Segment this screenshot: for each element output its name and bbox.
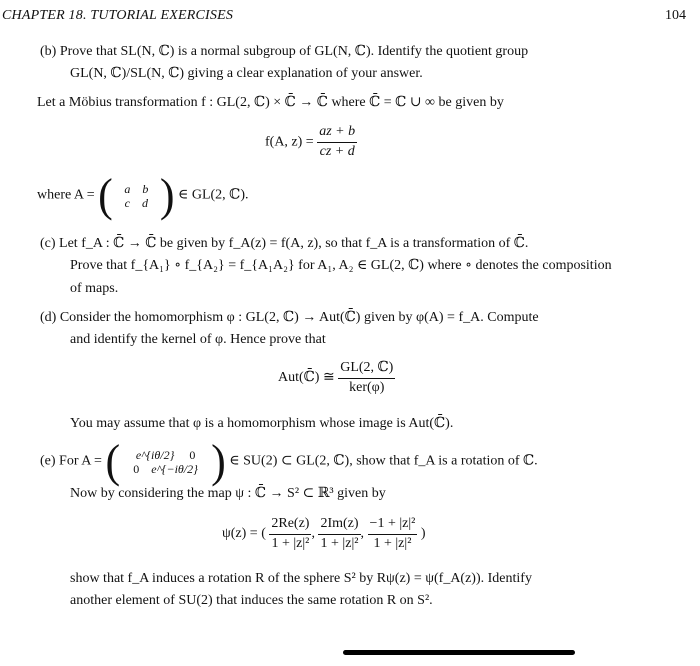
aut-numerator: GL(2, ℂ) [338, 360, 395, 379]
psi-lhs: ψ(z) = ( [222, 525, 266, 541]
part-e-line-2: Now by considering the map ψ : ℂ̄ → S² ⊂ ℝ³ given by [70, 486, 386, 501]
part-d-line-2: and identify the kernel of φ. Hence prove that [70, 332, 326, 347]
chapter-header: CHAPTER 18. TUTORIAL EXERCISES [2, 8, 234, 23]
psi-frac-2-den: 1 + |z|² [320, 535, 359, 551]
mobius-numerator: az + b [317, 124, 357, 143]
left-paren: ( [98, 169, 113, 222]
psi-frac-3-num: −1 + |z|² [368, 516, 418, 535]
part-b-line-1: (b) Prove that SL(N, ℂ) is a normal subgroup of GL(N, ℂ). Identify the quotient group [40, 44, 529, 59]
psi-frac-3 [368, 516, 418, 553]
matrix-e21: 0 [133, 462, 140, 476]
mobius-equation-lhs: f(A, z) = [265, 134, 314, 150]
right-paren: ) [159, 169, 175, 222]
psi-frac-2 [318, 516, 360, 553]
aut-fraction [338, 360, 395, 397]
right-paren-e: ) [211, 435, 226, 488]
matrix-e22: e^{−iθ/2} [151, 462, 198, 476]
matrix-e11: e^{iθ/2} [135, 447, 175, 462]
psi-frac-2-num: 2Im(z) [318, 516, 360, 535]
part-c-line-3: of maps. [70, 281, 119, 296]
aut-lhs: Aut(ℂ̄) ≅ [278, 369, 335, 385]
matrix-a: a [124, 181, 131, 196]
part-c-line-2: Prove that f_{A₁} ∘ f_{A₂} = f_{A₁A₂} for A₁, A₂ ∈ GL(2, ℂ) where ∘ denotes the composition [70, 258, 612, 273]
part-e-line-4: another element of SU(2) that induces the same rotation R on S². [70, 593, 433, 608]
aut-denominator: ker(φ) [349, 379, 385, 395]
psi-rhs: ) [420, 525, 426, 541]
part-e-tail: ∈ SU(2) ⊂ GL(2, ℂ), show that f_A is a rotation of ℂ. [229, 453, 538, 469]
mobius-denominator: cz + d [319, 143, 355, 159]
matrix-A [116, 182, 156, 211]
psi-frac-1 [269, 516, 311, 553]
psi-frac-1-den: 1 + |z|² [271, 535, 310, 551]
part-e-line-1 [40, 435, 538, 488]
part-d-line-1: (d) Consider the homomorphism φ : GL(2, ℂ) → Aut(ℂ̄) given by φ(A) = f_A. Compute [40, 310, 539, 325]
mobius-fraction [317, 124, 357, 161]
mobius-intro: Let a Möbius transformation f : GL(2, ℂ) × ℂ̄ → ℂ̄ where ℂ̄ = ℂ ∪ ∞ be given by [37, 95, 504, 110]
aut-isomorphism [278, 360, 395, 397]
home-indicator[interactable] [343, 650, 575, 655]
matrix-b: b [142, 181, 149, 196]
part-e-line-3: show that f_A induces a rotation R of the sphere S² by Rψ(z) = ψ(f_A(z)). Identify [70, 571, 532, 586]
part-b-line-2: GL(N, ℂ)/SL(N, ℂ) giving a clear explanation of your answer. [70, 66, 423, 81]
where-rhs: ∈ GL(2, ℂ). [177, 187, 249, 203]
mobius-equation [265, 124, 357, 161]
where-label: where A = [37, 187, 95, 203]
part-e-lead: (e) For A = [40, 453, 102, 469]
matrix-d: d [141, 196, 148, 210]
matrix-e12: 0 [189, 447, 196, 462]
matrix-rotation [124, 448, 208, 477]
part-c-line-1: (c) Let f_A : ℂ̄ → ℂ̄ be given by f_A(z) = f(A, z), so that f_A is a transformation of ℂ̄. [40, 236, 529, 251]
psi-frac-1-num: 2Re(z) [269, 516, 311, 535]
matrix-A-definition [37, 169, 249, 222]
psi-frac-3-den: 1 + |z|² [373, 535, 412, 551]
matrix-c: c [124, 196, 130, 210]
psi-equation: ψ(z) = ( $\frac{2Re(z)}{\text{1 + |z|²}}$ , $\frac{2Im(z)}{\text{1 + |z|²}}$ , $\frac{\text{−1 + |z|²}}{\text{1 + |z|²}}$ ) [222, 516, 426, 551]
left-paren-e: ( [105, 435, 121, 488]
page-number: 104 [665, 8, 686, 23]
part-d-note: You may assume that φ is a homomorphism whose image is Aut(ℂ̄). [70, 416, 454, 431]
